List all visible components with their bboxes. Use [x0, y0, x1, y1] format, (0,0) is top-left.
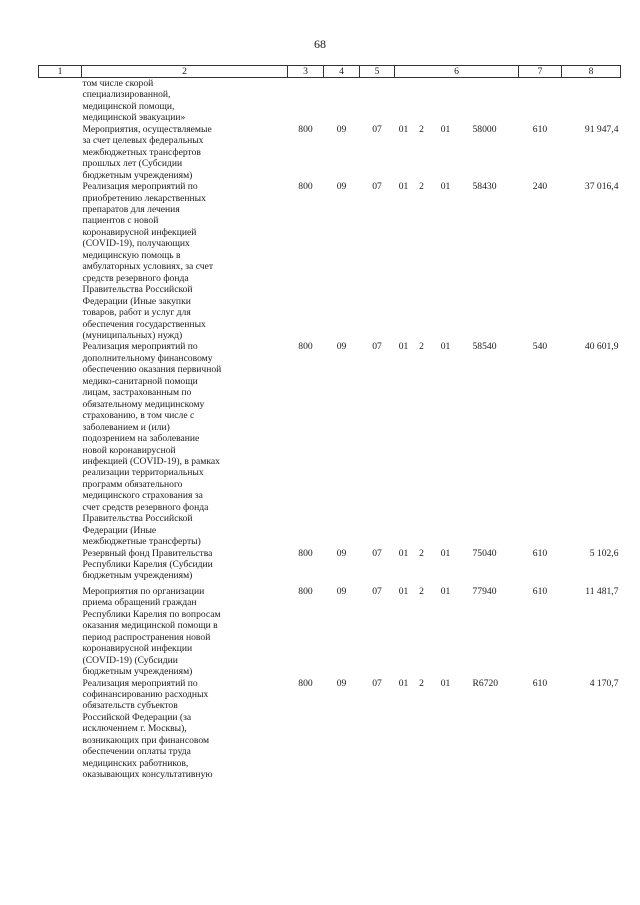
target-code-part-1: 01 — [398, 123, 409, 135]
target-code-part-3: 01 — [440, 181, 451, 193]
row-spacer-cell — [39, 781, 621, 785]
target-code-part-3: 01 — [440, 341, 451, 353]
column-header-1: 1 — [39, 66, 82, 78]
column-header-6: 6 — [395, 66, 519, 78]
row-code-ministry — [288, 78, 324, 124]
row-code-expense-type: 610 — [532, 677, 548, 689]
row-name: Реализация мероприятий по софинансированию расходных обязательств субъектов Российской Федерации (за исключением г. Москвы), возникающих при финансовом обеспечении оплаты труда медицинских работников, оказывающих консультативную — [82, 677, 213, 781]
row-code-section: 09 — [336, 181, 347, 193]
row-code-ministry: 800 — [298, 181, 313, 193]
target-code-part-2: 2 — [419, 547, 424, 559]
row-name: Мероприятия по организации приема обращений граждан Республики Карелия по вопросам оказания медицинской помощи в период распространения новой коронавирусной инфекции (COVID-19) (Субсидии бюджетным учреждениям) — [82, 585, 221, 678]
row-code-ministry: 800 — [298, 585, 313, 597]
row-code-target — [395, 78, 519, 124]
row-name: Реализация мероприятий по приобретению лекарственных препаратов для лечения пациентов с новой коронавирусной инфекцией (COVID-19), получающих медицинскую помощь в амбулаторных условиях, за счет средств резервного фонда Правительства Российской Федерации (Иные закупки товаров, работ и услуг для обеспечения государственных (муниципальных) нужд) — [82, 181, 214, 341]
row-amount: 40 601,9 — [584, 341, 619, 353]
target-code-part-2: 2 — [419, 585, 424, 597]
row-code-subsection — [360, 78, 395, 124]
row-code-section: 09 — [336, 585, 347, 597]
row-code-ministry: 800 — [298, 547, 313, 559]
row-code-subsection: 07 — [372, 547, 382, 559]
column-header-4: 4 — [324, 66, 360, 78]
row-code-subsection: 07 — [372, 341, 382, 353]
row-amount: 5 102,6 — [589, 547, 619, 559]
table-row — [39, 78, 621, 124]
row-amount: 37 016,4 — [584, 181, 619, 193]
target-code-part-3: 01 — [440, 677, 451, 689]
row-code-ministry: 800 — [298, 123, 313, 135]
row-code-subsection: 07 — [372, 585, 382, 597]
row-code-target — [395, 678, 519, 781]
target-code-part-2: 2 — [419, 181, 424, 193]
row-spacer — [39, 781, 621, 785]
row-name: Реализация мероприятий по дополнительному финансовому обеспечению оказания первичной медико-санитарной помощи лицам, застрахованным по обязательному медицинскому страхованию, в том числе с заболеванием и (или) подозрением на заболевание новой коронавирусной инфекцией (COVID-19), в рамках реализации территориальных программ обязательного медицинского страхования за счет средств резервного фонда Правительства Российской Федерации (Иные межбюджетные трансферты) — [82, 341, 222, 548]
target-code-part-3: 01 — [440, 547, 451, 559]
row-code-target — [395, 181, 519, 341]
table-body — [39, 78, 621, 785]
row-code-target — [395, 341, 519, 547]
row-code-subsection: 07 — [372, 123, 382, 135]
target-code-part-4: 58000 — [472, 123, 497, 135]
target-code-part-2: 2 — [419, 123, 424, 135]
page-number: 68 — [314, 37, 326, 51]
target-code-part-1: 01 — [398, 181, 409, 193]
column-number-header-row — [39, 66, 621, 78]
row-name: Резервный фонд Правительства Республики Карелия (Субсидии бюджетным учреждениям) — [82, 547, 213, 582]
row-code-target — [395, 548, 519, 582]
target-code-part-4: 58430 — [472, 181, 497, 193]
row-code-expense-type: 610 — [532, 547, 548, 559]
table-row — [39, 548, 621, 582]
row-code-subsection: 07 — [372, 181, 382, 193]
target-code-part-1: 01 — [398, 677, 409, 689]
row-code-section: 09 — [336, 547, 347, 559]
target-code-part-1: 01 — [398, 547, 409, 559]
table-row — [39, 586, 621, 678]
table-row — [39, 124, 621, 181]
row-code-expense-type: 610 — [532, 123, 548, 135]
column-header-8: 8 — [562, 66, 621, 78]
target-code-part-4: 75040 — [472, 547, 497, 559]
row-code-section — [324, 78, 360, 124]
row-code-ministry: 800 — [298, 341, 313, 353]
target-code-part-3: 01 — [440, 585, 451, 597]
table-row — [39, 181, 621, 341]
table-row — [39, 341, 621, 547]
row-code-subsection: 07 — [372, 677, 382, 689]
row-code-target — [395, 586, 519, 678]
row-code-section: 09 — [336, 677, 347, 689]
row-amount — [562, 78, 621, 124]
row-amount: 91 947,4 — [584, 123, 619, 135]
row-amount: 11 481,7 — [585, 585, 619, 597]
row-code-expense-type — [519, 78, 562, 124]
target-code-part-1: 01 — [398, 341, 409, 353]
target-code-part-4: R6720 — [472, 677, 499, 689]
row-name: Мероприятия, осуществляемые за счет целевых федеральных межбюджетных трансфертов прошлых лет (Субсидии бюджетным учреждениям) — [82, 123, 212, 181]
target-code-part-2: 2 — [419, 341, 424, 353]
column-header-3: 3 — [288, 66, 324, 78]
row-code-expense-type: 240 — [532, 181, 548, 193]
row-code-expense-type: 610 — [532, 585, 548, 597]
target-code-part-3: 01 — [440, 123, 451, 135]
target-code-part-2: 2 — [419, 677, 424, 689]
row-code-ministry: 800 — [298, 677, 313, 689]
row-code-section: 09 — [336, 123, 347, 135]
row-name: том числе скорой специализированной, медицинской помощи, медицинской эвакуации» — [82, 78, 186, 124]
column-header-5: 5 — [360, 66, 395, 78]
row-amount: 4 170,7 — [589, 677, 619, 689]
row-code-section: 09 — [336, 341, 347, 353]
budget-table — [38, 65, 621, 785]
row-code-expense-type: 540 — [532, 341, 548, 353]
column-header-7: 7 — [519, 66, 562, 78]
column-header-2: 2 — [82, 66, 288, 78]
table-row — [39, 678, 621, 781]
target-code-part-4: 77940 — [472, 585, 497, 597]
row-code-target — [395, 124, 519, 181]
target-code-part-4: 58540 — [472, 341, 497, 353]
target-code-part-1: 01 — [398, 585, 409, 597]
